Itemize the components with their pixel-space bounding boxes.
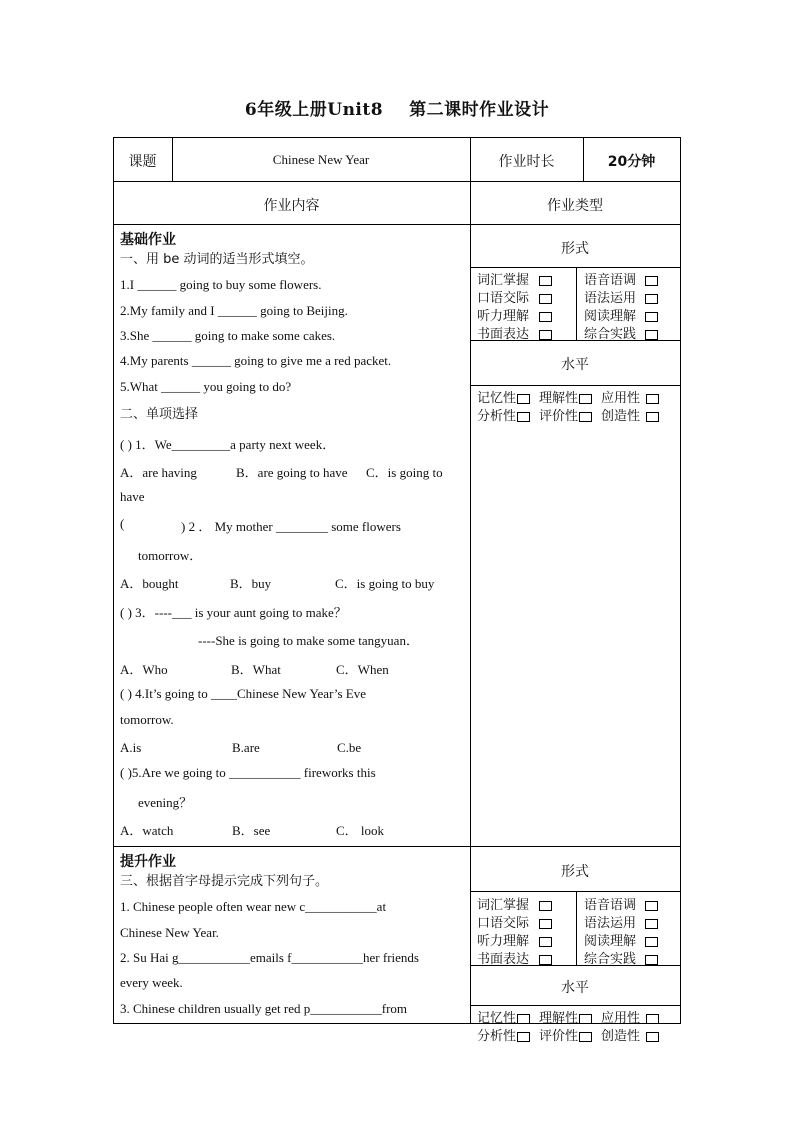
level-option-label: 应用性 xyxy=(601,1011,641,1026)
form-option xyxy=(477,287,552,306)
fill-q2: 2.My family and I ______ going to Beijing. xyxy=(120,303,348,318)
level-option-label: 应用性 xyxy=(601,391,641,406)
sentence1: 1. Chinese people often wear new c___________at xyxy=(120,899,387,914)
form-option xyxy=(477,912,552,931)
duration-value: 20分钟 xyxy=(607,154,656,170)
form-option-label: 词汇掌握 xyxy=(477,273,530,288)
form-option-label: 听力理解 xyxy=(477,934,530,949)
checkbox-icon[interactable] xyxy=(645,919,658,929)
duration-label: 作业时长 xyxy=(498,154,555,170)
title-part2: 第二课时作业设计 xyxy=(409,100,550,120)
checkbox-icon[interactable] xyxy=(645,294,658,304)
checkbox-icon[interactable] xyxy=(539,937,552,947)
form-option-label: 书面表达 xyxy=(477,327,530,342)
level-option xyxy=(539,1007,592,1026)
checkbox-icon[interactable] xyxy=(517,1032,530,1042)
type-label: 作业类型 xyxy=(547,198,603,214)
checkbox-icon[interactable] xyxy=(539,955,552,965)
level-option-label: 记忆性 xyxy=(477,391,517,406)
form-option xyxy=(584,287,658,306)
topic-label: 课题 xyxy=(128,154,157,170)
level-option xyxy=(477,1025,530,1044)
form-label-2: 形式 xyxy=(561,864,589,880)
mc1-option-c-cont: have xyxy=(120,489,145,504)
checkbox-icon[interactable] xyxy=(539,919,552,929)
level-option-label: 创造性 xyxy=(601,1029,641,1044)
mc1-option-c: C．is going to xyxy=(366,465,443,480)
section2-title: 二、单项选择 xyxy=(120,407,199,422)
mc3-question: ( ) 3．----___ is your aunt going to make？ xyxy=(120,605,347,620)
mc2-option-b: B．buy xyxy=(230,576,272,591)
level-option xyxy=(539,1025,592,1044)
mc4-option-a: A.is xyxy=(120,740,142,755)
checkbox-icon[interactable] xyxy=(646,1032,659,1042)
mc3-option-c: C．When xyxy=(336,662,389,677)
level-option-label: 理解性 xyxy=(539,391,579,406)
form-option xyxy=(584,912,658,931)
level-option xyxy=(477,1007,530,1026)
mc2-option-a: A．bought xyxy=(120,576,179,591)
checkbox-icon[interactable] xyxy=(517,394,530,404)
mc2-option-c: C．is going to buy xyxy=(335,576,435,591)
form-option xyxy=(477,305,552,324)
form-option xyxy=(477,930,552,949)
level-option xyxy=(601,405,659,424)
checkbox-icon[interactable] xyxy=(539,901,552,911)
mc4-question: ( ) 4.It’s going to ____Chinese New Year’s Eve xyxy=(120,686,367,701)
level-option xyxy=(477,405,530,424)
form-label: 形式 xyxy=(561,241,589,257)
checkbox-icon[interactable] xyxy=(539,294,552,304)
form-option xyxy=(584,930,658,949)
level-option xyxy=(601,387,659,406)
level-option xyxy=(539,387,592,406)
fill-q3: 3.She ______ going to make some cakes. xyxy=(120,328,336,343)
page-title xyxy=(0,95,794,120)
level-option-label: 理解性 xyxy=(539,1011,579,1026)
checkbox-icon[interactable] xyxy=(646,412,659,422)
checkbox-icon[interactable] xyxy=(539,330,552,340)
title-part1: 6年级上册Unit8 xyxy=(244,100,384,120)
form-option-label: 阅读理解 xyxy=(584,309,637,324)
mc4-option-b: B.are xyxy=(232,740,260,755)
form-option xyxy=(477,894,552,913)
form-option xyxy=(584,269,658,288)
form-option-label: 综合实践 xyxy=(584,952,637,967)
form-option-label: 语法运用 xyxy=(584,916,637,931)
mc1-option-b: B．are going to have xyxy=(236,465,348,480)
topic-value: Chinese New Year xyxy=(272,152,370,167)
form-option-label: 综合实践 xyxy=(584,327,637,342)
mc2-question-cont: tomorrow． xyxy=(138,548,203,563)
level-label: 水平 xyxy=(561,357,589,373)
mc5-option-b: B．see xyxy=(232,823,271,838)
section1-title: 一、用 be 动词的适当形式填空。 xyxy=(120,252,314,267)
sentence1-cont: Chinese New Year. xyxy=(120,925,219,940)
checkbox-icon[interactable] xyxy=(645,276,658,286)
sentence3: 3. Chinese children usually get red p___________from xyxy=(120,1001,408,1016)
mc5-question: ( )5.Are we going to ___________ fireworks this xyxy=(120,765,376,780)
level-option-label: 分析性 xyxy=(477,409,517,424)
mc4-question-cont: tomorrow. xyxy=(120,712,174,727)
checkbox-icon[interactable] xyxy=(645,330,658,340)
level-option xyxy=(539,405,592,424)
mc3-option-a: A．Who xyxy=(120,662,168,677)
level-option-label: 评价性 xyxy=(539,1029,579,1044)
fill-q4: 4.My parents ______ going to give me a red packet. xyxy=(120,353,392,368)
checkbox-icon[interactable] xyxy=(646,394,659,404)
level-option-label: 记忆性 xyxy=(477,1011,517,1026)
form-option xyxy=(584,948,658,967)
mc5-option-a: A．watch xyxy=(120,823,174,838)
form-option xyxy=(584,323,658,342)
checkbox-icon[interactable] xyxy=(646,1014,659,1024)
form-option xyxy=(584,894,658,913)
level-option-label: 创造性 xyxy=(601,409,641,424)
checkbox-icon[interactable] xyxy=(579,394,592,404)
sentence2: 2. Su Hai g___________emails f___________her friends xyxy=(120,950,419,965)
checkbox-icon[interactable] xyxy=(579,412,592,422)
level-label-2: 水平 xyxy=(561,980,589,996)
mc2-question: ) 2 ． My mother ________ some flowers xyxy=(181,519,401,534)
mc1-option-a: A．are having xyxy=(120,465,197,480)
checkbox-icon[interactable] xyxy=(645,312,658,322)
level-option xyxy=(601,1007,659,1026)
fill-q5: 5.What ______ you going to do? xyxy=(120,379,292,394)
mc5-option-c: C． look xyxy=(336,823,385,838)
sentence2-cont: every week. xyxy=(120,975,183,990)
form-option xyxy=(477,323,552,342)
form-option-label: 阅读理解 xyxy=(584,934,637,949)
checkbox-icon[interactable] xyxy=(539,276,552,286)
level-option-label: 评价性 xyxy=(539,409,579,424)
form-option-label: 语法运用 xyxy=(584,291,637,306)
level-option xyxy=(477,387,530,406)
mc5-question-cont: evening？ xyxy=(138,795,193,810)
level-option-label: 分析性 xyxy=(477,1029,517,1044)
section3-title: 三、根据首字母提示完成下列句子。 xyxy=(120,874,329,889)
checkbox-icon[interactable] xyxy=(645,901,658,911)
mc1-question: ( ) 1．We_________a party next week． xyxy=(120,437,336,452)
form-option-label: 语音语调 xyxy=(584,898,637,913)
form-option xyxy=(584,305,658,324)
checkbox-icon[interactable] xyxy=(579,1032,592,1042)
checkbox-icon[interactable] xyxy=(579,1014,592,1024)
form-option-label: 词汇掌握 xyxy=(477,898,530,913)
checkbox-icon[interactable] xyxy=(645,955,658,965)
form-option-label: 口语交际 xyxy=(477,916,530,931)
form-option-label: 语音语调 xyxy=(584,273,637,288)
checkbox-icon[interactable] xyxy=(539,312,552,322)
mc3-option-b: B．What xyxy=(231,662,281,677)
basic-heading: 基础作业 xyxy=(120,232,176,248)
form-option-label: 书面表达 xyxy=(477,952,530,967)
content-label: 作业内容 xyxy=(263,198,320,214)
form-option-label: 口语交际 xyxy=(477,291,530,306)
form-option xyxy=(477,269,552,288)
checkbox-icon[interactable] xyxy=(517,1014,530,1024)
form-option-label: 听力理解 xyxy=(477,309,530,324)
mc4-option-c: C.be xyxy=(337,740,362,755)
mc3-response: ----She is going to make some tangyuan． xyxy=(198,633,419,648)
form-option xyxy=(477,948,552,967)
checkbox-icon[interactable] xyxy=(517,412,530,422)
mc2-paren: ( xyxy=(120,516,125,531)
checkbox-icon[interactable] xyxy=(645,937,658,947)
improve-heading: 提升作业 xyxy=(120,854,176,870)
level-option xyxy=(601,1025,659,1044)
fill-q1: 1.I ______ going to buy some flowers. xyxy=(120,277,322,292)
